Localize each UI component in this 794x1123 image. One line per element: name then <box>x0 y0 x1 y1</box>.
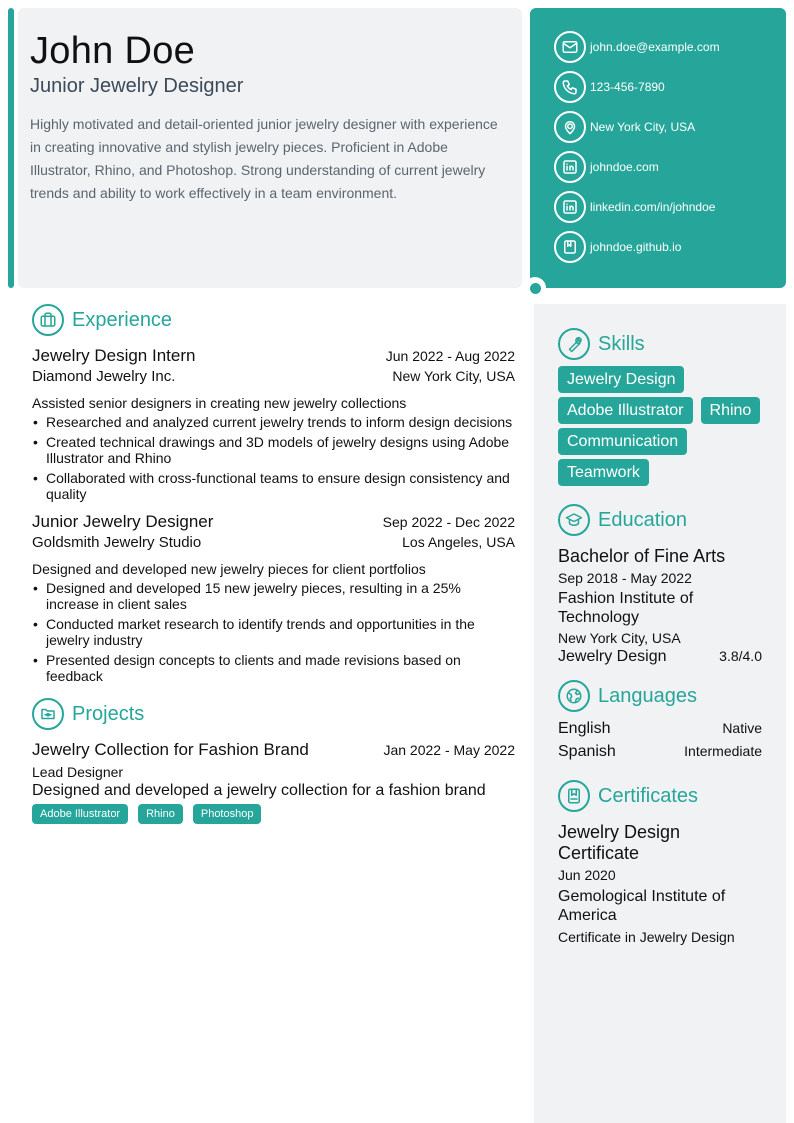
certificate-date: Jun 2020 <box>558 867 616 883</box>
job-bullet: • Designed and developed 15 new jewelry pieces, resulting in a 25% increase in client sales <box>32 580 515 612</box>
job-date: Jun 2022 - Aug 2022 <box>385 348 515 364</box>
mail-icon <box>554 31 586 63</box>
language-level: Native <box>722 720 762 736</box>
skill-badge: Communication <box>558 428 687 455</box>
sidebar <box>534 304 786 1123</box>
project-date: Jan 2022 - May 2022 <box>383 742 515 758</box>
language-name: Spanish <box>558 743 616 760</box>
candidate-name: John Doe <box>30 30 196 72</box>
certificates-title: Certificates <box>598 784 699 807</box>
education-school: Fashion Institute of Technology <box>558 590 694 626</box>
project-tags <box>32 804 515 824</box>
job-bullets <box>32 580 515 684</box>
contact-linkedin-text: linkedin.com/in/johndoe <box>590 200 716 214</box>
summary-text: Highly motivated and detail-oriented junior jewelry designer with experience in creating innovative and stylish jewelry pieces. Proficient in Adobe Illustrator, Rhino, and Photoshop. Strong understanding of current jewelry trends and ability to work effectively in a team environment. <box>30 116 498 201</box>
main-column <box>32 304 515 824</box>
job-company: Diamond Jewelry Inc. <box>32 368 176 385</box>
project-tag: Adobe Illustrator <box>32 804 128 824</box>
language-level: Intermediate <box>684 743 762 759</box>
language-name: English <box>558 720 611 737</box>
contact-github-text: johndoe.github.io <box>590 240 682 254</box>
contact-website-text: johndoe.com <box>590 160 659 174</box>
job-title: Junior Jewelry Designer <box>32 512 214 531</box>
job-summary: Assisted senior designers in creating new jewelry collections <box>32 395 407 411</box>
candidate-title: Junior Jewelry Designer <box>30 75 244 97</box>
education-area: Jewelry Design <box>558 648 667 665</box>
job-bullet: • Presented design concepts to clients and made revisions based on feedback <box>32 652 515 684</box>
linkedin-icon <box>554 151 586 183</box>
education-location: New York City, USA <box>558 630 681 646</box>
education-gpa: 3.8/4.0 <box>719 648 762 664</box>
job-bullet: • Collaborated with cross-functional teams to ensure design consistency and quality <box>32 470 515 502</box>
certificates-heading <box>558 780 762 812</box>
certificate-name: Jewelry Design Certificate <box>558 822 681 863</box>
job-entry <box>32 512 515 684</box>
contact-github[interactable] <box>554 230 786 264</box>
project-title: Jewelry Collection for Fashion Brand <box>32 740 309 759</box>
job-bullet: • Created technical drawings and 3D models of jewelry designs using Adobe Illustrator and Rhino <box>32 434 515 466</box>
graduation-cap-icon <box>558 504 590 536</box>
location-icon <box>554 111 586 143</box>
language-row <box>558 720 762 743</box>
contact-location-text: New York City, USA <box>590 120 696 134</box>
project-role: Lead Designer <box>32 764 124 780</box>
project-description: Designed and developed a jewelry collection for a fashion brand <box>32 782 486 799</box>
projects-title: Projects <box>72 702 145 725</box>
globe-icon <box>558 680 590 712</box>
contact-linkedin[interactable] <box>554 190 786 224</box>
job-entry <box>32 346 515 502</box>
education-heading <box>558 504 762 536</box>
skill-badge: Teamwork <box>558 459 649 486</box>
skills-title: Skills <box>598 332 645 355</box>
skill-badge: Rhino <box>701 397 761 424</box>
experience-title: Experience <box>72 308 173 331</box>
contact-location <box>554 110 786 144</box>
skill-badge: Jewelry Design <box>558 366 684 393</box>
education-degree: Bachelor of Fine Arts <box>558 546 726 566</box>
briefcase-icon <box>32 304 64 336</box>
skill-badge: Adobe Illustrator <box>558 397 693 424</box>
projects-heading <box>32 698 515 730</box>
certificate-description: Certificate in Jewelry Design <box>558 929 735 945</box>
folder-icon <box>32 698 64 730</box>
linkedin-icon <box>554 191 586 223</box>
book-icon <box>554 231 586 263</box>
languages-list <box>558 720 762 766</box>
skills-list <box>558 366 768 486</box>
education-area-row <box>558 648 762 666</box>
certificate-issuer: Gemological Institute of America <box>558 888 726 924</box>
contact-phone[interactable] <box>554 70 786 104</box>
job-location: Los Angeles, USA <box>402 534 515 550</box>
accent-bar <box>8 8 14 288</box>
job-location: New York City, USA <box>392 368 515 384</box>
job-bullet: • Researched and analyzed current jewelry trends to inform design decisions <box>32 414 515 430</box>
header-panel <box>18 8 522 288</box>
project-tag: Photoshop <box>193 804 262 824</box>
timeline-dot <box>524 277 546 299</box>
certificate-book-icon <box>558 780 590 812</box>
job-title: Jewelry Design Intern <box>32 346 196 365</box>
wrench-icon <box>558 328 590 360</box>
education-title: Education <box>598 508 687 531</box>
skills-heading <box>558 328 762 360</box>
contact-phone-text: 123-456-7890 <box>590 80 665 94</box>
contact-email-text: john.doe@example.com <box>590 40 720 54</box>
job-date: Sep 2022 - Dec 2022 <box>382 514 515 530</box>
languages-heading <box>558 680 762 712</box>
job-company: Goldsmith Jewelry Studio <box>32 534 202 551</box>
education-date: Sep 2018 - May 2022 <box>558 570 692 586</box>
phone-icon <box>554 71 586 103</box>
contact-email[interactable] <box>554 30 786 64</box>
languages-title: Languages <box>598 684 697 707</box>
contact-panel <box>530 8 786 288</box>
contact-website[interactable] <box>554 150 786 184</box>
language-row <box>558 743 762 766</box>
job-bullet: • Conducted market research to identify trends and opportunities in the jewelry industry <box>32 616 515 648</box>
project-tag: Rhino <box>138 804 183 824</box>
experience-heading <box>32 304 515 336</box>
job-summary: Designed and developed new jewelry pieces for client portfolios <box>32 561 426 577</box>
project-entry <box>32 740 515 824</box>
job-bullets <box>32 414 515 502</box>
